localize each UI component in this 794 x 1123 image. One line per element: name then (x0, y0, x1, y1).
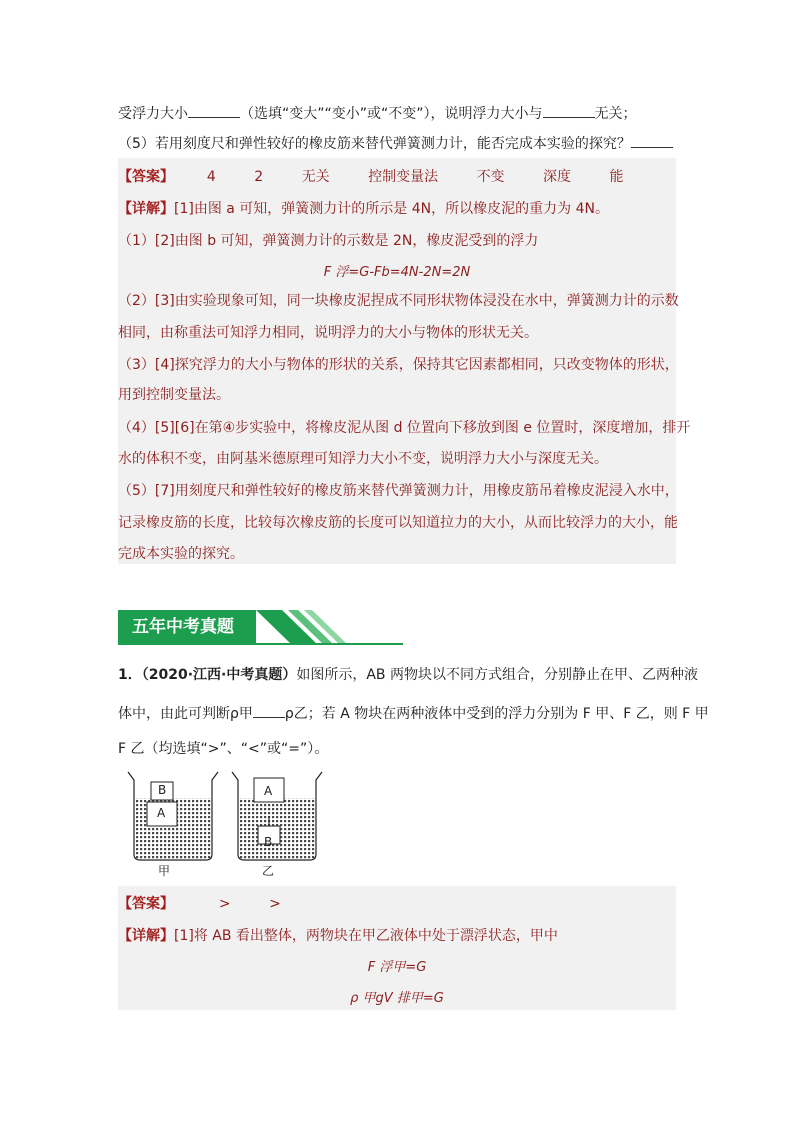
text: 无关； (594, 106, 637, 122)
answer-tag: 【答案】 (118, 896, 174, 912)
answer-item: 控制变量法 (368, 169, 439, 185)
answer-blank (631, 135, 673, 148)
answer-panel-2 (118, 886, 676, 1010)
detail-line: 水的体积不变，由阿基米德原理可知浮力大小不变，说明浮力大小与深度无关。 (118, 451, 608, 467)
answer-line (118, 893, 315, 913)
section-stripes (218, 610, 408, 645)
detail-line: （2）[3]由实验现象可知，同一块橡皮泥捏成不同形状物体浸没在水中，弹簧测力计的示数 (118, 293, 679, 309)
question-1-line-1 (118, 664, 698, 684)
detail-tag: 【详解】 (118, 928, 174, 944)
detail-line: 相同，由称重法可知浮力相同，说明浮力的大小与物体的形状无关。 (118, 325, 538, 341)
detail-line: 完成本实验的探究。 (118, 546, 244, 562)
equation: ρ 甲gV 排甲=G (350, 991, 444, 1006)
beaker-left (128, 772, 218, 860)
answer-item: 4 (206, 169, 216, 185)
beaker-right (232, 772, 322, 860)
detail-line: （4）[5][6]在第④步实验中，将橡皮泥从图 d 位置向下移放到图 e 位置时，深度增加，排开 (118, 420, 691, 436)
detail-tag: 【详解】 (118, 201, 174, 217)
answer-tag: 【答案】 (118, 169, 174, 185)
question-1-line-2 (118, 703, 709, 723)
question-line-1 (118, 103, 637, 123)
question-1-line-3: F 乙（均选填“>”、“<”或“=”）。 (118, 741, 329, 757)
section-rule (118, 643, 403, 645)
text: [1]由图 a 可知，弹簧测力计的所示是 4N，所以橡皮泥的重力为 4N。 (174, 201, 609, 217)
equation: F 浮甲=G (367, 960, 427, 975)
detail-line: （5）[7]用刻度尺和弹性较好的橡皮筋来替代弹簧测力计，用橡皮筋吊着橡皮泥浸入水中， (118, 483, 679, 499)
answer-item: 能 (609, 169, 624, 185)
answer-item: 无关 (301, 169, 330, 185)
detail-line: 记录橡皮筋的长度，比较每次橡皮筋的长度可以知道拉力的大小，从而比较浮力的大小，能 (118, 515, 678, 531)
answer-item: 深度 (543, 169, 572, 185)
answer-item: 2 (254, 169, 264, 185)
answer-panel-1 (118, 158, 691, 564)
block-label: B (264, 835, 273, 849)
text: ρ乙；若 A 物块在两种液体中受到的浮力分别为 F 甲、F 乙，则 F 甲 (284, 706, 709, 722)
text: 如图所示，AB 两物块以不同方式组合，分别静止在甲、乙两种液 (296, 667, 698, 683)
answer-blank (543, 105, 595, 118)
text: [1]将 AB 看出整体，两物块在甲乙液体中处于漂浮状态，甲中 (174, 928, 558, 944)
text: 体中，由此可判断ρ甲 (118, 706, 253, 722)
section-title: 五年中考真题 (118, 610, 256, 645)
answer-item: > (269, 896, 281, 912)
answer-line (118, 166, 657, 186)
figure-caption: 甲 (158, 864, 171, 878)
answer-blank (188, 105, 240, 118)
detail-line: （3）[4]探究浮力的大小与物体的形状的关系，保持其它因素都相同，只改变物体的形状， (118, 357, 679, 373)
text: （选填“变大”“变小”或“不变”），说明浮力大小与 (240, 106, 543, 122)
block-label: A (264, 784, 273, 798)
detail-line (118, 198, 609, 218)
figure-caption: 乙 (262, 864, 275, 878)
question-number: 1． (118, 667, 142, 683)
equation: F 浮=G-Fb=4N-2N=2N (323, 265, 471, 280)
block-label: A (157, 806, 166, 820)
detail-line: （1）[2]由图 b 可知，弹簧测力计的示数是 2N，橡皮泥受到的浮力 (118, 233, 539, 249)
detail-line (118, 925, 558, 945)
answer-item: > (218, 896, 231, 912)
section-header (118, 610, 403, 645)
question-line-2 (118, 133, 673, 153)
answer-item: 不变 (476, 169, 505, 185)
block-label: B (158, 783, 167, 797)
question-source: （2020·江西·中考真题） (141, 667, 297, 683)
text: （5）若用刻度尺和弹性较好的橡皮筋来替代弹簧测力计，能否完成本实验的探究？ (118, 136, 631, 152)
text: 受浮力大小 (118, 106, 188, 122)
detail-line: 用到控制变量法。 (118, 387, 230, 403)
beaker-figure (120, 768, 340, 880)
answer-blank (253, 705, 285, 718)
